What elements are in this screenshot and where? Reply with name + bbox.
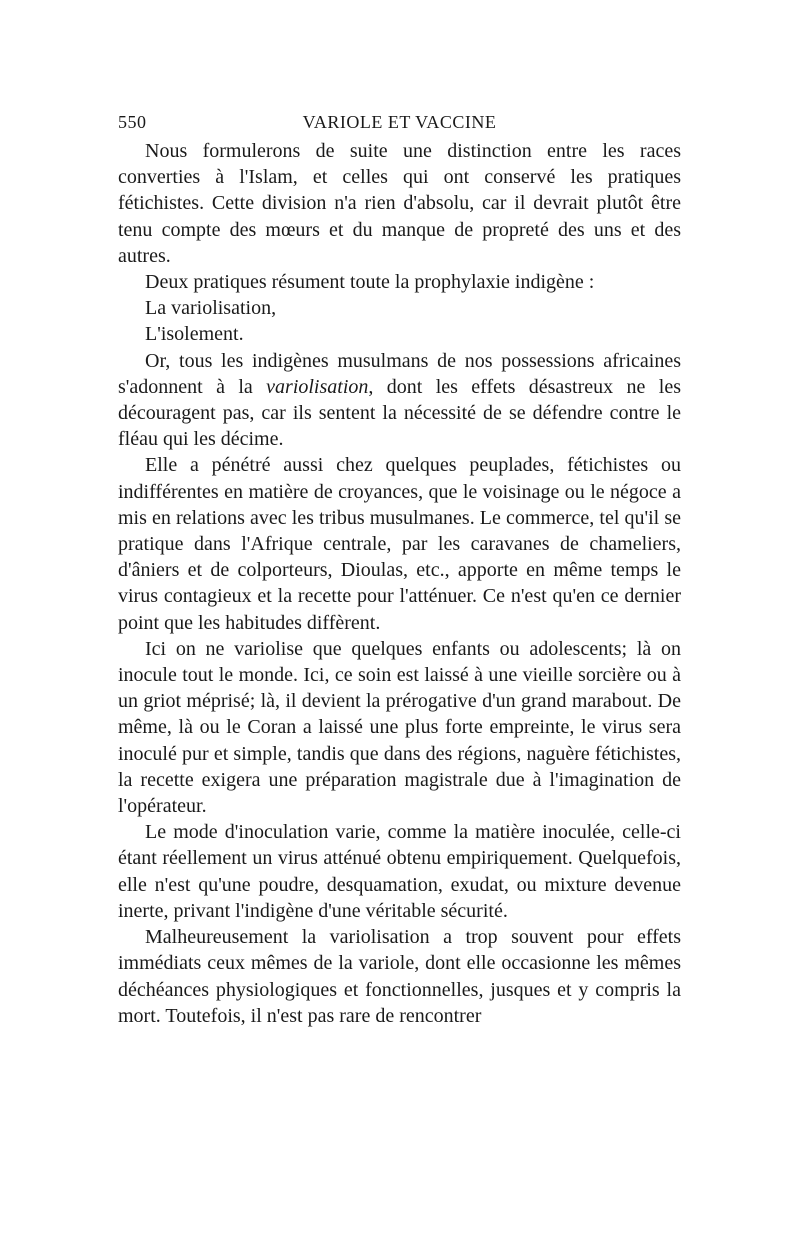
emphasis-variolisation: variolisation <box>266 375 369 398</box>
paragraph-5: Ici on ne variolise que quelques enfants ou adolescents; là on inocule tout le monde. Ici, ce soin est laissé à une vieille sorcière ou à un griot méprisé; là, il devient la prérogative d'un grand marabout. De même, là ou le Coran a laissé une plus forte empreinte, le virus sera inoculé pur et simple, tandis que dans des régions, naguère fétichistes, la recette exigera une préparation magistrale due à l'imagination de l'opérateur. <box>118 637 681 818</box>
paragraph-3-start: Or, tous les indigènes musulmans de nos possessions africaines s'adonnent à la <box>118 349 681 398</box>
paragraph-3-end: , dont les effets désastreux ne les découragent pas, car ils sentent la nécessité de se défendre contre le fléau qui les décime. <box>118 375 681 451</box>
list-item-isolement: L'isolement. <box>145 323 244 346</box>
paragraph-7: Malheureusement la variolisation a trop souvent pour effets immédiats ceux mêmes de la variole, dont elle occasionne les mêmes déchéances physiologiques et fonctionnelles, jusques et y compris la mort. Toutefois, il n'est pas rare de rencontrer <box>118 926 681 1027</box>
list-item-variolisation: La variolisation, <box>145 297 277 320</box>
page-number: 550 <box>118 112 147 132</box>
paragraph-2: Deux pratiques résument toute la prophylaxie indigène : <box>145 271 595 294</box>
body-text <box>118 138 681 1029</box>
paragraph-6: Le mode d'inoculation varie, comme la matière inoculée, celle-ci étant réellement un virus atténué obtenu empiriquement. Quelquefois, elle n'est qu'une poudre, desquamation, exudat, ou mixture devenue inerte, privant l'indigène d'une véritable sécurité. <box>118 821 681 922</box>
running-title: VARIOLE ET VACCINE <box>302 112 497 132</box>
running-head <box>118 112 681 138</box>
paragraph-4: Elle a pénétré aussi chez quelques peuplades, fétichistes ou indifférentes en matière de croyances, que le voisinage ou le négoce a mis en relations avec les tribus musulmanes. Le commerce, tel qu'il se pratique dans l'Afrique centrale, par les caravanes de chameliers, d'âniers et de colporteurs, Dioulas, etc., apporte en même temps le virus contagieux et la recette pour l'atténuer. Ce n'est qu'en ce dernier point que les habitudes diffèrent. <box>118 454 681 634</box>
paragraph-3 <box>118 348 681 453</box>
paragraph-1: Nous formulerons de suite une distinction entre les races converties à l'Islam, et celles qui ont conservé les pratiques fétichistes. Cette division n'a rien d'absolu, car il devrait plutôt être tenu compte des mœurs et du manque de propreté des uns et des autres. <box>118 140 681 267</box>
